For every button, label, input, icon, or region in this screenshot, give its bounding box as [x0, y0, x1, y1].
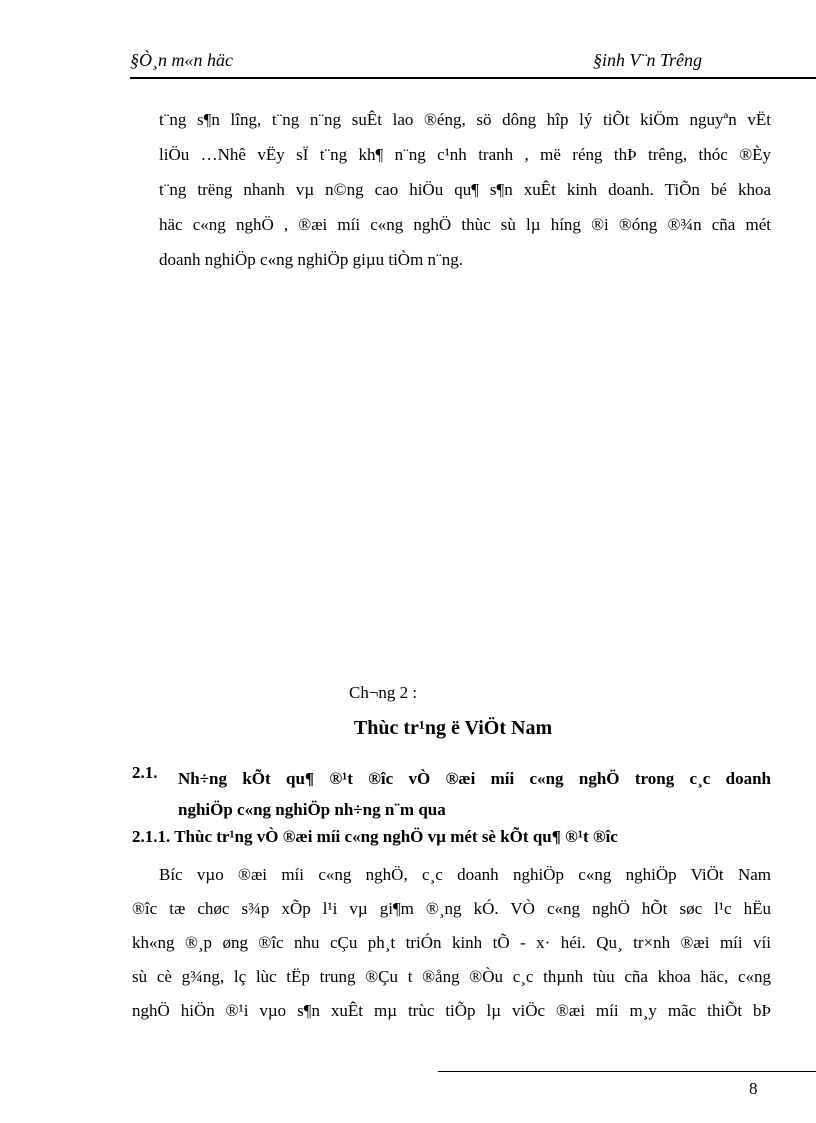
- body-line: Bíc vµo ®æi míi c«ng nghÖ, c¸c doanh nghiÖp c«ng nghiÖp ViÖt Nam: [159, 865, 771, 884]
- body-line: nghÖ hiÖn ®¹i vµo s¶n xuÊt mµ trùc tiÕp lµ viÖc ®æi míi m¸y mãc thiÕt bÞ: [132, 1001, 771, 1020]
- body-line: kh«ng ®¸p øng ®îc nhu cÇu ph¸t triÓn kinh tÕ - x· héi. Qu¸ tr×nh ®æi míi víi: [132, 933, 771, 952]
- intro-line: liÖu …Nhê vËy sÏ t¨ng kh¶ n¨ng c¹nh tranh , më réng thÞ trêng, thóc ®Èy: [159, 145, 771, 164]
- section-heading: [178, 763, 771, 825]
- chapter-label: Ch¬ng 2 :: [349, 683, 418, 702]
- header-right-text: §inh V¨n Trêng: [593, 50, 703, 70]
- intro-line: t¨ng s¶n lîng, t¨ng n¨ng suÊt lao ®éng, sö dông hîp lý tiÕt kiÖm nguyªn vËt: [159, 110, 771, 129]
- footer-rule: [438, 1071, 816, 1072]
- section-number: 2.1.: [132, 763, 158, 782]
- body-paragraph: [132, 858, 771, 1028]
- subsection-heading: 2.1.1. Thùc tr¹ng vÒ ®æi míi c«ng nghÖ vµ mét sè kÕt qu¶ ®¹t ®îc: [132, 827, 618, 846]
- intro-line: t¨ng trëng nhanh vµ n©ng cao hiÖu qu¶ s¶n xuÊt kinh doanh. TiÕn bé khoa: [159, 180, 771, 199]
- page-number: 8: [749, 1079, 758, 1098]
- body-line: ®îc tæ chøc s¾p xÕp l¹i vµ gi¶m ®¸ng kÓ. VÒ c«ng nghÖ hÕt søc l¹c hËu: [132, 899, 771, 918]
- section-heading-line: Nh÷ng kÕt qu¶ ®¹t ®îc vÒ ®æi míi c«ng nghÖ trong c¸c doanh: [178, 769, 771, 788]
- body-line: sù cè g¾ng, lç lùc tËp trung ®Çu t ®ång ®Òu c¸c thµnh tùu cña khoa häc, c«ng: [132, 967, 771, 986]
- intro-line: doanh nghiÖp c«ng nghiÖp giµu tiÒm n¨ng.: [159, 250, 463, 269]
- intro-line: häc c«ng nghÖ , ®æi míi c«ng nghÖ thùc sù lµ híng ®i ®óng ®¾n cña mét: [159, 215, 771, 234]
- intro-paragraph: [159, 102, 771, 277]
- header-left-text: §Ò¸n m«n häc: [130, 50, 233, 70]
- section-heading-line: nghiÖp c«ng nghiÖp nh÷ng n¨m qua: [178, 800, 446, 819]
- header-rule: [130, 77, 816, 79]
- chapter-title: Thùc tr¹ng ë ViÖt Nam: [353, 717, 553, 739]
